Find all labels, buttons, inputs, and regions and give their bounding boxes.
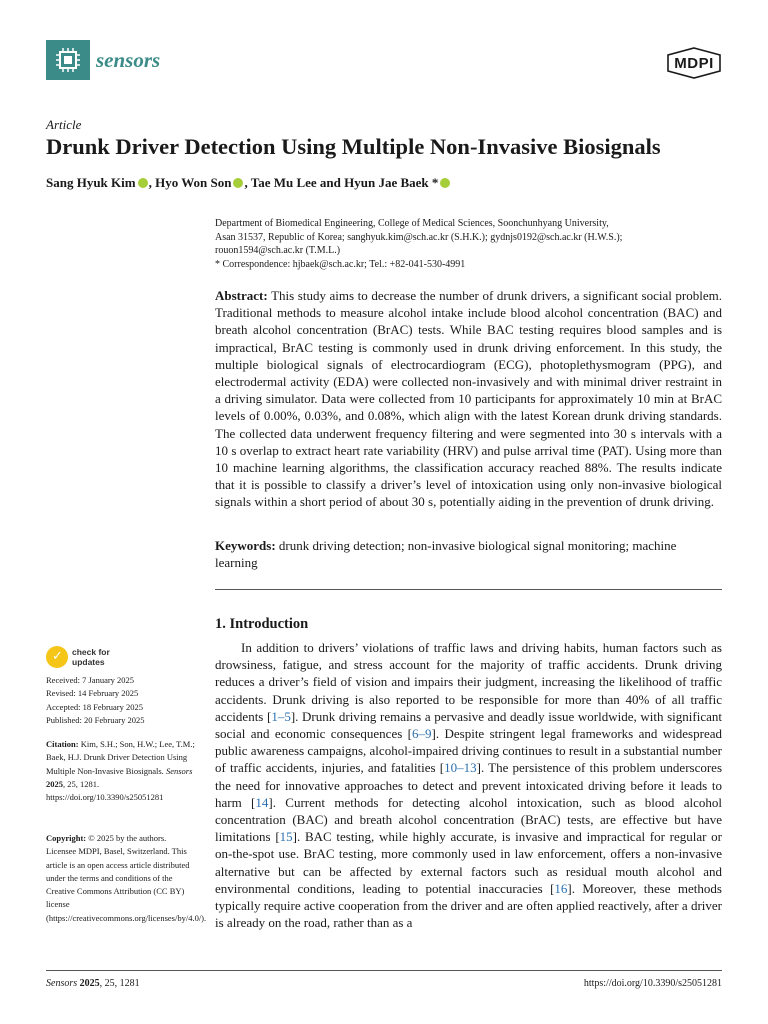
introduction-text: ]. Despite stringent legal frameworks and widespread public awareness campaigns, alcohol-impaired driving continues to result in a substantial number of traffic accidents, injuries, and fatalities [ [215,726,722,776]
journal-logo-icon [46,40,90,80]
author-name[interactable]: Hyo Won Son [155,175,232,190]
date-published: Published: 20 February 2025 [46,714,145,725]
citation-link[interactable]: 16 [554,880,568,896]
affiliation-line: rouon1594@sch.ac.kr (T.M.L.) [215,245,341,256]
introduction-text: ]. BAC testing, while highly accurate, is invasive and impractical for regular or on-the-spot use. BrAC testing, more commonly used in law enforcement, offers a non-invasive alternative but can be affected by external factors such as residual mouth alcohol and environmental conditions, leading to potential inaccuracies [ [215,829,722,896]
footer-year: 2025 [79,978,100,989]
citation-text: Kim, S.H.; Son, H.W.; Lee, T.M.; Baek, H.J. Drunk Driver Detection Using Multiple Non-Invasive Biosignals. [46,739,195,776]
article-type: Article [46,117,82,132]
date-received: Received: 7 January 2025 [46,675,135,685]
abstract-text: This study aims to decrease the number of drunk drivers, a significant social problem. Traditional methods to measure alcohol intake include blood alcohol concentration (BAC) and breath alcohol concentration (BrAC) tests. While BAC testing requires blood samples and is impractical, BrAC testing is commonly used in drunk driving enforcement. In this study, the multiple biological signals of electrocardiogram (ECG), photoplethysmogram (PPG), and electrodermal activity (EDA) were collected non-invasively and with minimal driver restraint in a driving simulator. Data were collected from 10 participants for approximately 10 min at BrAC levels of 0.00%, 0.03%, and 0.08%, which align with the latest Korean drunk driving standards. The collected data underwent frequency filtering and were segmented into 30 s intervals with a 10 s overlap to extract heart rate variability (HRV) and pulse arrival time (PAT). Using more than 10 machine learning algorithms, the classification accuracy reached 88%. The results indicate that it is possible to classify a driver’s level of intoxication using only non-invasive biological signals within a short period of about 30 s, potentially aiding in the prevention of drunk driving. [215,288,723,510]
author-list [46,175,451,191]
footer-journal: Sensors [46,978,78,989]
checkmark-icon: ✓ [52,649,63,664]
citation-link[interactable]: 14 [255,794,269,810]
citation-doi[interactable]: , 25, 1281. https://doi.org/10.3390/s25051281 [46,778,164,803]
introduction-text: ]. The persistence of this problem underscores the need for innovative approaches to detect and prevent intoxicated driving before it leads to harm [ [215,760,723,810]
keywords [215,537,722,571]
orcid-icon[interactable] [138,178,148,188]
citation-link[interactable]: 10–13 [444,760,477,776]
copyright-text: © 2025 by the authors. Licensee MDPI, Basel, Switzerland. This article is an open access article distributed under the terms and conditions of the Creative Commons Attribution (CC BY) license (https://creativecommons.org/licenses/by/4.0/). [46,833,207,923]
orcid-icon[interactable] [440,178,450,188]
section-heading: 1. Introduction [215,616,309,632]
introduction-paragraph [215,639,722,931]
footer-citation [46,978,140,989]
affiliations [215,217,725,271]
publisher-name: MDPI [674,55,714,72]
footer-divider [46,970,722,971]
citation-link[interactable]: 6–9 [412,726,432,742]
paper-title: Drunk Driver Detection Using Multiple Non-Invasive Biosignals [46,134,661,159]
affiliation-line: Department of Biomedical Engineering, College of Medical Sciences, Soonchunhyang University, [215,218,609,229]
abstract [215,287,722,511]
citation-link[interactable]: 1–5 [271,708,291,724]
introduction-text: ]. Moreover, these methods typically require active cooperation from the driver and are often applied reactively, after a driver is already on the road, rather than as a [215,880,722,931]
section-divider [215,589,722,590]
check-updates-line: updates [72,657,105,667]
footer-doi[interactable]: https://doi.org/10.3390/s25051281 [583,978,722,989]
correspondence-line: * Correspondence: hjbaek@sch.ac.kr; Tel.: +82-041-530-4991 [215,258,466,270]
citation-block [46,738,198,804]
author-name[interactable]: Sang Hyuk Kim [46,175,136,190]
orcid-icon[interactable] [233,178,243,188]
date-accepted: Accepted: 18 February 2025 [46,701,144,712]
keywords-text: drunk driving detection; non-invasive biological signal monitoring; machine learning [215,538,677,571]
introduction-body [215,639,722,931]
citation-year: 2025 [46,778,63,789]
introduction-text: ]. Drunk driving remains a pervasive and deadly issue worldwide, with significant social and economic consequences [ [215,708,722,742]
citation-label: Citation: [46,739,79,749]
publisher-logo [666,47,722,79]
copyright-block [46,832,207,925]
citation-link[interactable]: 15 [279,829,293,845]
footer-volume: , 25, 1281 [99,978,140,989]
abstract-label: Abstract: [215,288,268,303]
introduction-text: In addition to drivers’ violations of traffic laws and driving habits, human factors such as drowsiness, fatigue, and stress account for the majority of traffic accidents. Drunk driving reduces a driver’s field of vision and impairs their judgment, increasing the likelihood of traffic accidents. Drunk driving is also reported to be responsible for more than 40% of all traffic accidents [ [215,640,722,724]
check-updates-line: check for [72,647,110,657]
introduction-text: ]. Current methods for detecting alcohol intoxication, such as blood alcohol concentration (BAC) and breath alcohol concentration (BrAC) tests, are effective but have limitations [ [215,794,722,845]
check-updates-label [72,647,110,667]
author-separator: , [244,175,251,190]
author-name[interactable]: Tae Mu Lee and Hyun Jae Baek * [250,175,439,190]
affiliation-line: Asan 31537, Republic of Korea; sanghyuk.kim@sch.ac.kr (S.H.K.); gydnjs0192@sch.ac.kr (H.W.S.); [215,231,623,243]
journal-name: sensors [96,48,161,72]
citation-journal: Sensors [165,765,193,776]
author-separator: , [148,175,156,190]
keywords-label: Keywords: [215,538,276,553]
check-for-updates-badge[interactable] [46,646,166,670]
publication-dates [46,674,196,727]
date-revised: Revised: 14 February 2025 [46,688,139,699]
copyright-label: Copyright: [46,833,87,843]
